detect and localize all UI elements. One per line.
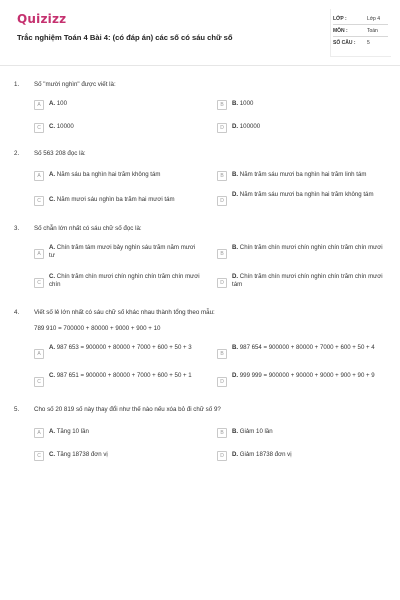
option-checkbox[interactable]: A bbox=[34, 171, 44, 181]
question-text: Viết số lẻ lớn nhất có sáu chữ số khác nhau thành tổng theo mẫu: bbox=[34, 309, 215, 316]
meta-label: LỚP : bbox=[333, 16, 347, 22]
option-text: Năm trăm sáu mươi ba nghìn hai trăm linh tám bbox=[239, 171, 367, 178]
option-checkbox[interactable]: B bbox=[217, 349, 227, 359]
option-text: 100000 bbox=[239, 123, 261, 130]
option-text: Giảm 10 lần bbox=[239, 428, 273, 435]
option-letter: D. bbox=[232, 451, 239, 458]
option-checkbox[interactable]: A bbox=[34, 349, 44, 359]
option-text: 100 bbox=[56, 100, 67, 107]
meta-row-count bbox=[333, 37, 388, 50]
option-letter: C. bbox=[49, 372, 56, 379]
option-letter: A. bbox=[49, 171, 56, 178]
option-letter: A. bbox=[49, 100, 56, 107]
option-letter: C. bbox=[49, 196, 56, 203]
option-checkbox[interactable]: A bbox=[34, 100, 44, 110]
option-checkbox[interactable]: D bbox=[217, 123, 227, 133]
option-checkbox[interactable]: B bbox=[217, 171, 227, 181]
meta-value: Toán bbox=[367, 28, 378, 34]
option-checkbox[interactable]: C bbox=[34, 451, 44, 461]
meta-label: SỐ CÂU : bbox=[333, 40, 356, 46]
question-text: Số chẵn lớn nhất có sáu chữ số đọc là: bbox=[34, 225, 142, 232]
option-checkbox[interactable]: B bbox=[217, 428, 227, 438]
option-text: Giảm 18738 đơn vị bbox=[239, 451, 292, 458]
question-text: Số "mười nghìn" được viết là: bbox=[34, 81, 116, 88]
option-letter: A. bbox=[49, 244, 56, 251]
question-text: Số 563 208 đọc là: bbox=[34, 150, 86, 157]
option-checkbox[interactable]: B bbox=[217, 249, 227, 259]
option-letter: B. bbox=[232, 100, 239, 107]
option-checkbox[interactable]: C bbox=[34, 123, 44, 133]
option-text: Chín trăm chín mươi chín nghìn chín trăm chín mươi bbox=[239, 244, 383, 251]
option-text: Chín trăm chín mươi chín nghìn chín trăm chín mươi chín bbox=[49, 273, 200, 288]
option-checkbox[interactable]: C bbox=[34, 377, 44, 387]
quizizz-logo: Quizizz bbox=[17, 12, 67, 26]
option-letter: B. bbox=[232, 344, 239, 351]
option-text: 987 651 = 900000 + 80000 + 7000 + 600 + 50 + 1 bbox=[56, 372, 192, 379]
meta-row-subject bbox=[333, 25, 388, 37]
option-text: Chín trăm tám mươi bảy nghìn sáu trăm năm mươi tư bbox=[49, 244, 196, 259]
question-text: Cho số 20 819 số này thay đổi như thế nào nếu xóa bỏ đi chữ số 9? bbox=[34, 406, 221, 413]
option-text: Chín trăm chín mươi chín nghìn chín trăm chín mươi tám bbox=[232, 273, 383, 288]
option-letter: A. bbox=[49, 344, 56, 351]
option-checkbox[interactable]: D bbox=[217, 196, 227, 206]
option-checkbox[interactable]: A bbox=[34, 249, 44, 259]
worksheet-title: Trắc nghiệm Toán 4 Bài 4: (có đáp án) các số có sáu chữ số bbox=[17, 33, 233, 42]
option-checkbox[interactable]: D bbox=[217, 278, 227, 288]
option-letter: D. bbox=[232, 123, 239, 130]
option-text: Năm mươi sáu nghìn ba trăm hai mươi tám bbox=[56, 196, 175, 203]
option-text: 987 653 = 900000 + 80000 + 7000 + 600 + 50 + 3 bbox=[56, 344, 192, 351]
option-letter: C. bbox=[49, 123, 56, 130]
option-text: 987 654 = 900000 + 80000 + 7000 + 600 + 50 + 4 bbox=[239, 344, 375, 351]
option-checkbox[interactable]: C bbox=[34, 196, 44, 206]
question-number: 5. bbox=[14, 406, 20, 413]
option-checkbox[interactable]: A bbox=[34, 428, 44, 438]
option-letter: D. bbox=[232, 191, 239, 198]
meta-table bbox=[333, 13, 388, 50]
header-divider bbox=[0, 65, 400, 66]
question-example: 789 910 = 700000 + 80000 + 9000 + 900 + 10 bbox=[34, 325, 161, 332]
meta-value: 5 bbox=[367, 40, 370, 46]
question-number: 3. bbox=[14, 225, 20, 232]
option-checkbox[interactable]: D bbox=[217, 377, 227, 387]
meta-row-grade bbox=[333, 13, 388, 25]
option-text: Tăng 18738 đơn vị bbox=[56, 451, 108, 458]
option-text: Năm sáu ba nghìn hai trăm không tám bbox=[56, 171, 161, 178]
meta-value: Lớp 4 bbox=[367, 16, 381, 22]
question-number: 1. bbox=[14, 81, 20, 88]
option-checkbox[interactable]: B bbox=[217, 100, 227, 110]
option-letter: C. bbox=[49, 273, 56, 280]
option-letter: D. bbox=[232, 273, 239, 280]
option-text: 999 999 = 900000 + 90000 + 9000 + 900 + 90 + 9 bbox=[239, 372, 375, 379]
option-checkbox[interactable]: D bbox=[217, 451, 227, 461]
option-checkbox[interactable]: C bbox=[34, 278, 44, 288]
option-text: Năm trăm sáu mươi ba nghìn hai trăm không tám bbox=[239, 191, 374, 198]
meta-label: MÔN : bbox=[333, 28, 348, 34]
option-letter: C. bbox=[49, 451, 56, 458]
question-number: 4. bbox=[14, 309, 20, 316]
option-letter: B. bbox=[232, 244, 239, 251]
option-letter: B. bbox=[232, 428, 239, 435]
option-text: 10000 bbox=[56, 123, 74, 130]
question-number: 2. bbox=[14, 150, 20, 157]
option-letter: B. bbox=[232, 171, 239, 178]
option-text: Tăng 10 lần bbox=[56, 428, 89, 435]
option-text: 1000 bbox=[239, 100, 254, 107]
option-letter: D. bbox=[232, 372, 239, 379]
option-letter: A. bbox=[49, 428, 56, 435]
